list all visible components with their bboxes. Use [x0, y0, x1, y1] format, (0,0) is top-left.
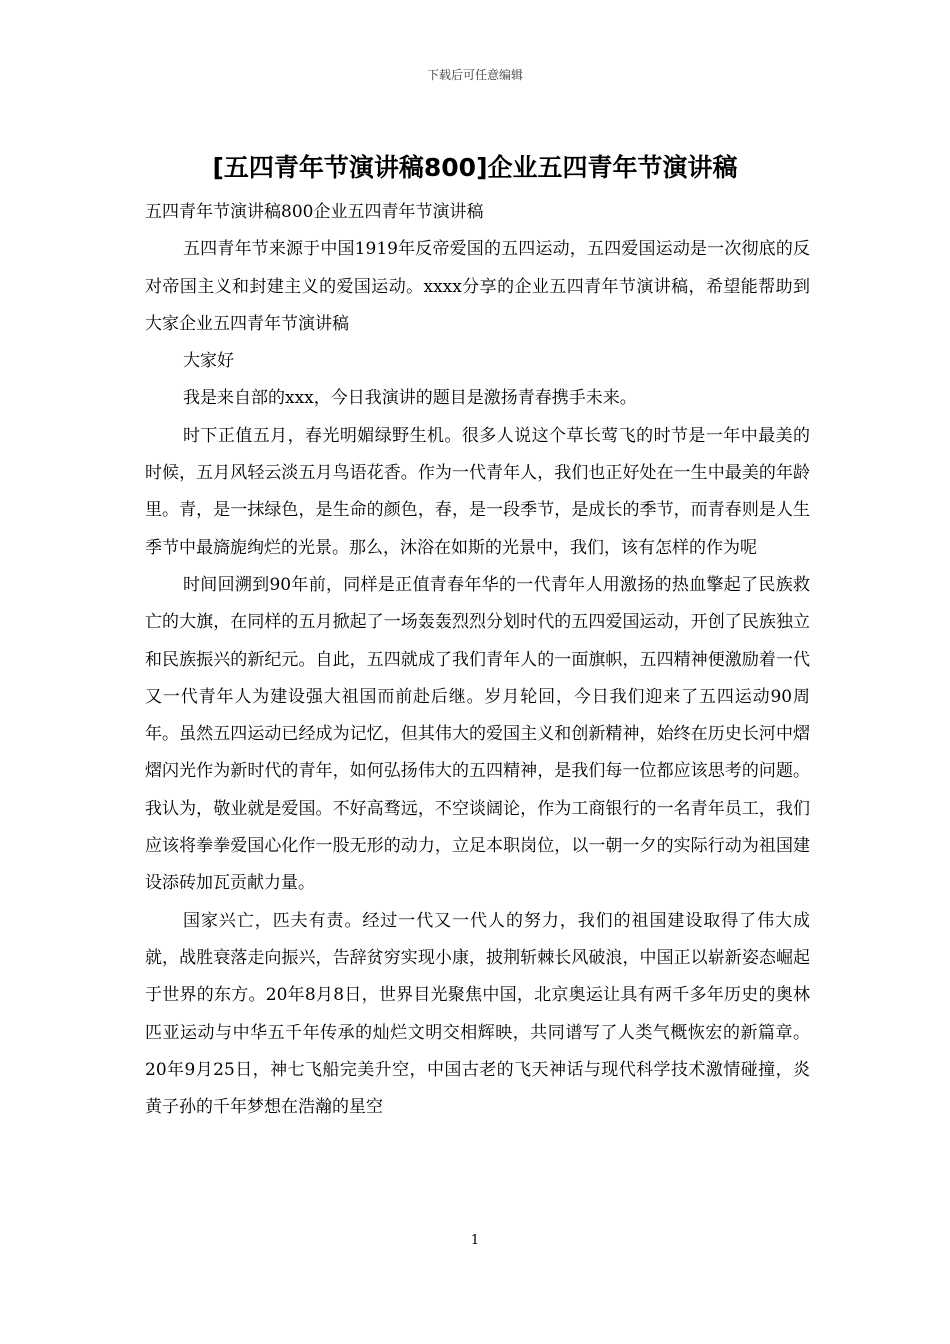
paragraph-subtitle: 五四青年节演讲稿800企业五四青年节演讲稿 [145, 202, 484, 222]
paragraph-history: 时间回溯到90年前，同样是正值青春年华的一代青年人用激扬的热血擎起了民族救亡的大旗，在同样的五月掀起了一场轰轰烈烈分划时代的五四爱国运动，开创了民族独立和民族振兴的新纪元。自此，五四就成了我们青年人的一面旗帜，五四精神便激励着一代又一代青年人为建设强大祖国而前赴后继。岁月轮回，今日我们迎来了五四运动90周年。虽然五四运动已经成为记忆，但其伟大的爱国主义和创新精神，始终在历史长河中熠熠闪光作为新时代的青年，如何弘扬伟大的五四精神，是我们每一位都应该思考的问题。我认为，敬业就是爱国。不好高骛远，不空谈阔论，作为工商银行的一名青年员工，我们应该将拳拳爱国心化作一股无形的动力，立足本职岗位，以一朝一夕的实际行动为祖国建设添砖加瓦贡献力量。 [145, 574, 810, 894]
document-body [145, 194, 810, 1126]
document-title: [五四青年节演讲稿800]企业五四青年节演讲稿 [212, 153, 738, 182]
paragraph-may-season: 时下正值五月，春光明媚绿野生机。很多人说这个草长莺飞的时节是一年中最美的时候，五月风轻云淡五月鸟语花香。作为一代青年人，我们也正好处在一生中最美的年龄里。青，是一抹绿色，是生命的颜色，春，是一段季节，是成长的季节，而青春则是人生季节中最旖旎绚烂的光景。那么，沐浴在如斯的光景中，我们，该有怎样的作为呢 [145, 425, 810, 558]
page-number: 1 [470, 1233, 480, 1248]
header-note: 下载后可任意编辑 [426, 68, 523, 82]
paragraph-greeting: 大家好 [183, 351, 234, 372]
paragraph-intro: 五四青年节来源于中国1919年反帝爱国的五四运动，五四爱国运动是一次彻底的反对帝国主义和封建主义的爱国运动。xxxx分享的企业五四青年节演讲稿，希望能帮助到大家企业五四青年节演讲稿 [145, 239, 810, 334]
paragraph-national-achievements: 国家兴亡，匹夫有责。经过一代又一代人的努力，我们的祖国建设取得了伟大成就，战胜衰落走向振兴，告辞贫穷实现小康，披荆斩棘长风破浪，中国正以崭新姿态崛起于世界的东方。20年8月8日，世界目光聚焦中国，北京奥运让具有两千多年历史的奥林匹亚运动与中华五千年传承的灿烂文明交相辉映，共同谱写了人类气概恢宏的新篇章。20年9月25日，神七飞船完美升空，中国古老的飞天神话与现代科学技术激情碰撞，炎黄子孙的千年梦想在浩瀚的星空 [145, 910, 810, 1118]
paragraph-self-introduction: 我是来自部的xxx，今日我演讲的题目是激扬青春携手未来。 [183, 388, 637, 409]
